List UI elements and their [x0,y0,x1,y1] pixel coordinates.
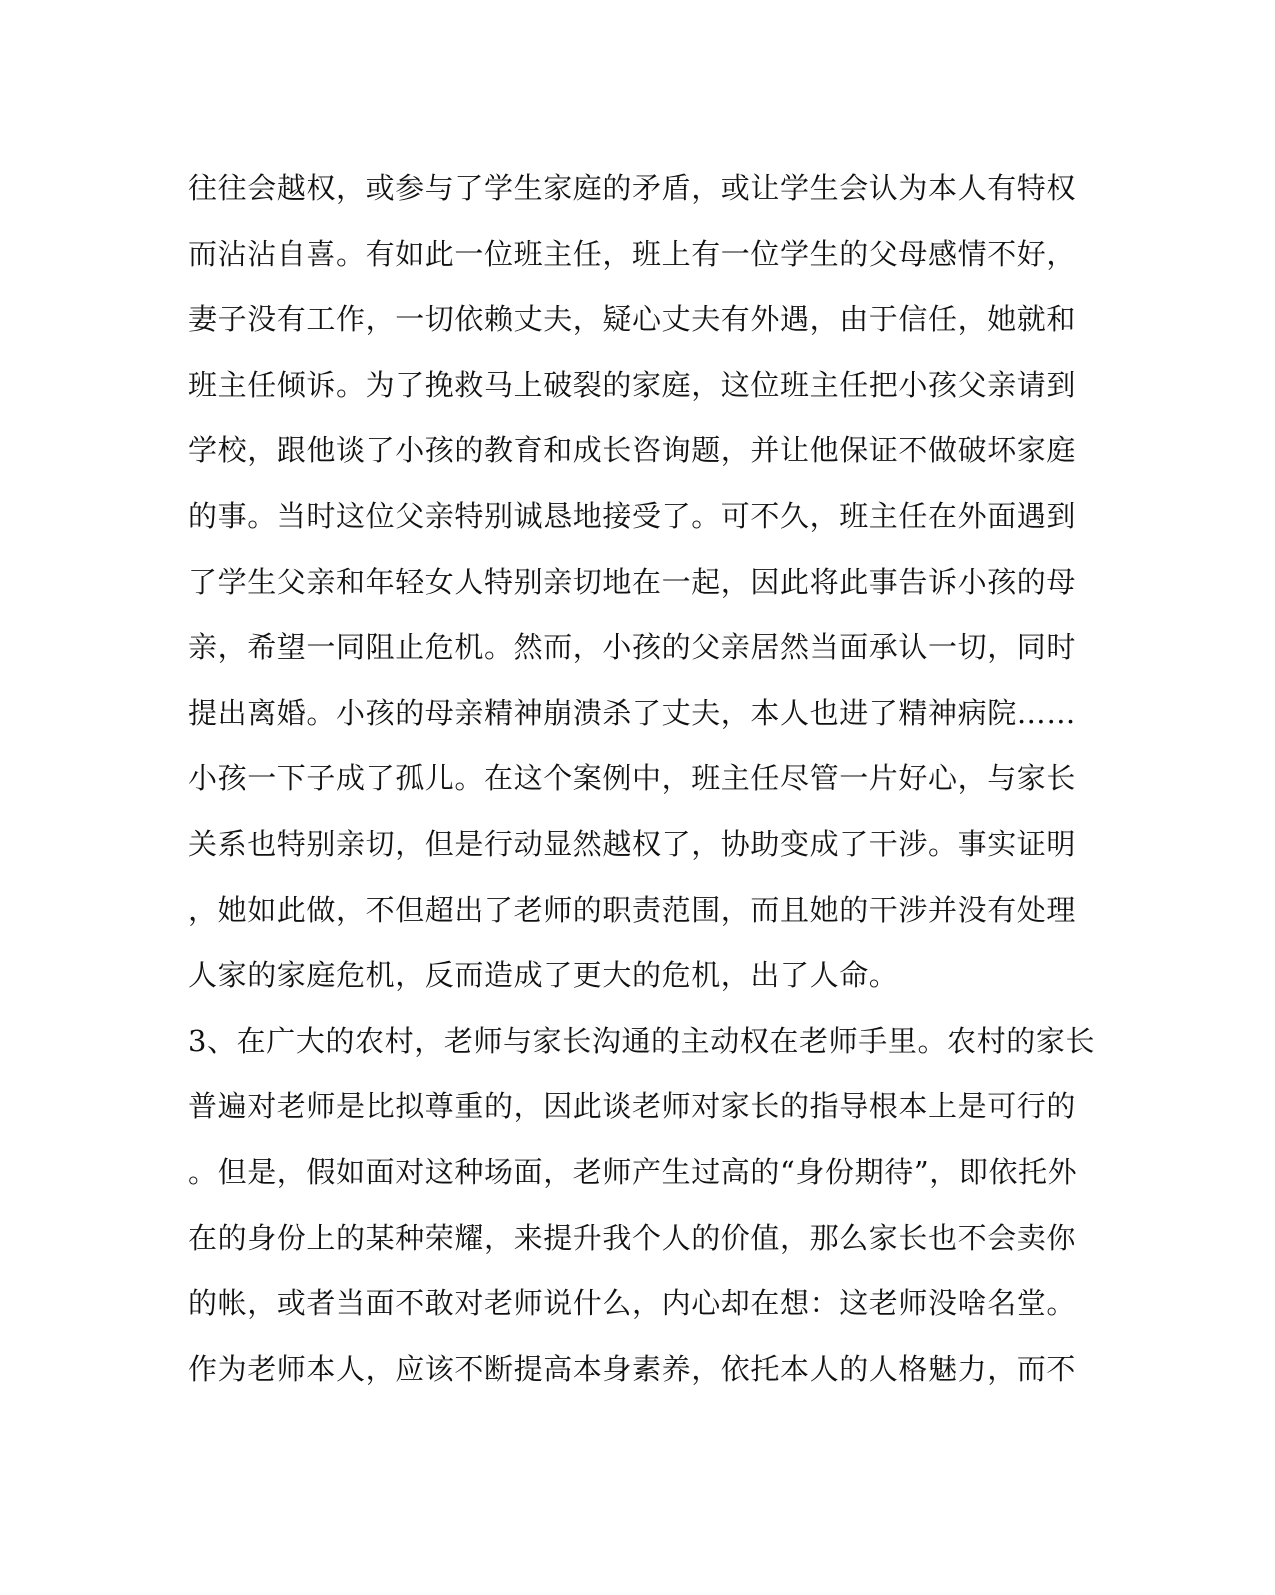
text-line: 的帐，或者当面不敢对老师说什么，内心却在想：这老师没啥名堂。 [188,1286,1077,1321]
text-line: 了学生父亲和年轻女人特别亲切地在一起，因此将此事告诉小孩的母 [188,564,1077,599]
text-line: 而沾沾自喜。有如此一位班主任，班上有一位学生的父母感情不好， [188,236,1077,271]
text-line: 往往会越权，或参与了学生家庭的矛盾，或让学生会认为本人有特权 [188,171,1077,205]
text-line: 班主任倾诉。为了挽救马上破裂的家庭，这位班主任把小孩父亲请到 [188,367,1077,402]
text-line: 人家的家庭危机，反而造成了更大的危机，出了人命。 [188,958,899,993]
text-line: 关系也特别亲切，但是行动显然越权了，协助变成了干涉。事实证明 [188,826,1077,861]
text-line: 的事。当时这位父亲特别诚恳地接受了。可不久，班主任在外面遇到 [188,498,1077,533]
text-line: 普遍对老师是比拟尊重的，因此谈老师对家长的指导根本上是可行的 [188,1089,1077,1124]
text-line: 3、在广大的农村，老师与家长沟通的主动权在老师手里。农村的家长 [188,1023,1096,1058]
text-line: 小孩一下子成了孤儿。在这个案例中，班主任尽管一片好心，与家长 [188,761,1077,796]
text-line: 提出离婚。小孩的母亲精神崩溃杀了丈夫，本人也进了精神病院…… [188,695,1077,730]
text-line: 亲，希望一同阻止危机。然而，小孩的父亲居然当面承认一切，同时 [188,630,1077,665]
text-line: 作为老师本人，应该不断提高本身素养，依托本人的人格魅力，而不 [188,1351,1077,1386]
text-line: ，她如此做，不但超出了老师的职责范围，而且她的干涉并没有处理 [188,892,1077,927]
text-line: 。但是，假如面对这种场面，老师产生过高的“身份期待”，即依托外 [188,1154,1078,1189]
body-text [188,162,1096,1408]
text-line: 学校，跟他谈了小孩的教育和成长咨询题，并让他保证不做破坏家庭 [188,433,1077,468]
text-line: 妻子没有工作，一切依赖丈夫，疑心丈夫有外遇，由于信任，她就和 [188,302,1077,337]
text-line: 在的身份上的某种荣耀，来提升我个人的价值，那么家长也不会卖你 [188,1220,1077,1255]
